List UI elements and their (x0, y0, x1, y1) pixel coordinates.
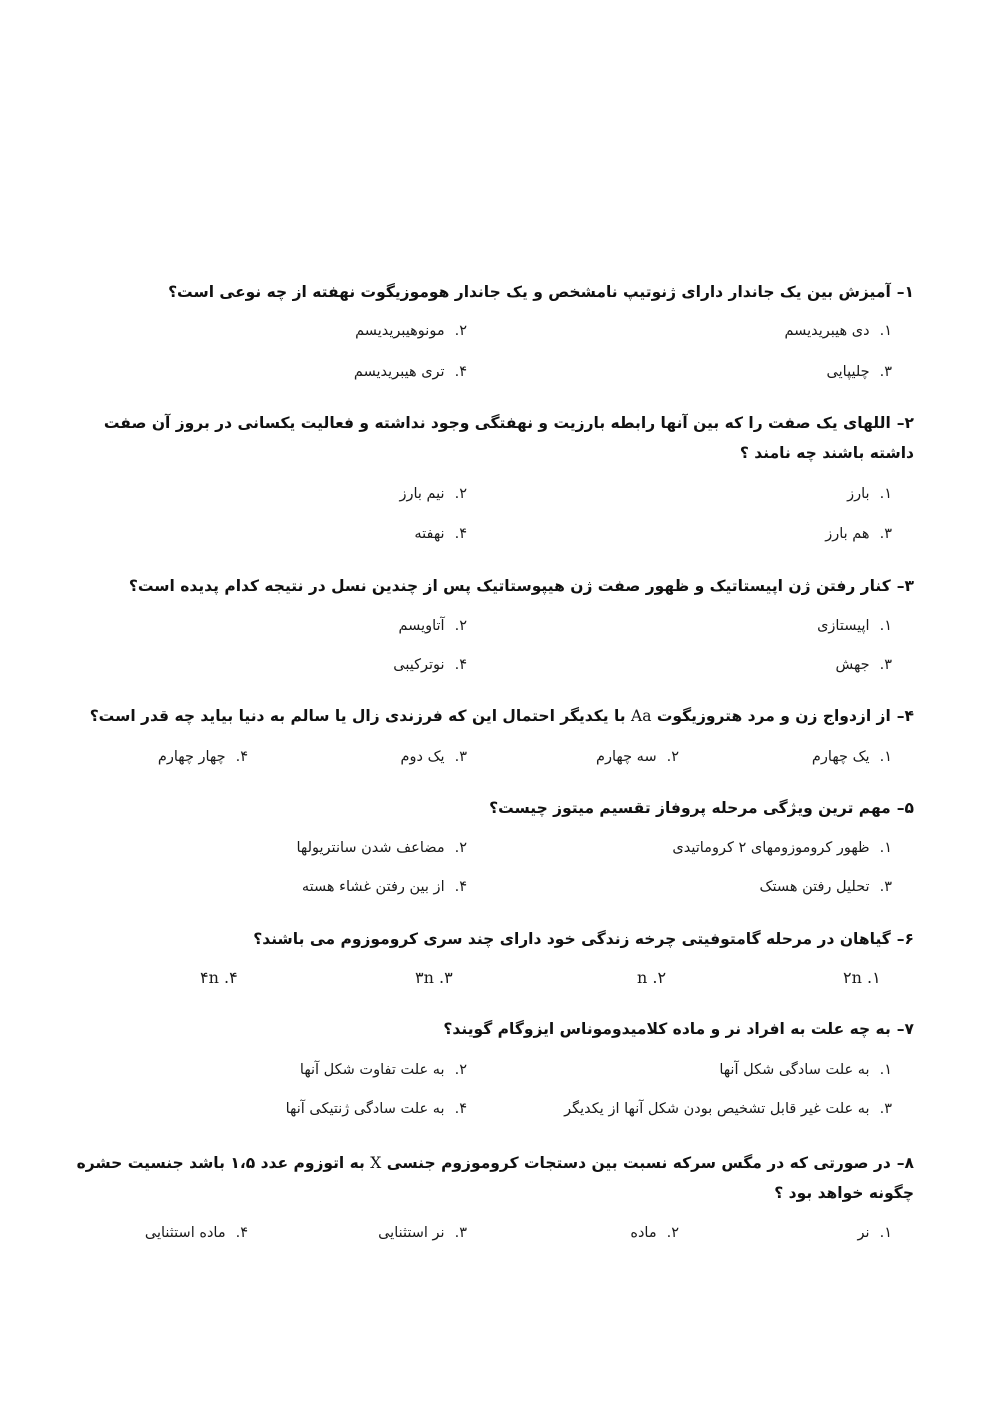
option-8-1[interactable]: ۱.نر (857, 1225, 892, 1241)
question-2-title (72, 408, 914, 468)
question-text: مهم ترین ویژگی مرحله پروفاز تقسیم میتوز چیست؟ (489, 799, 891, 817)
question-8-title: ۸–در صورتی که در مگس سرکه نسبت بین دستجات کروموزوم جنسی X به اتوزوم عدد ۱،۵ باشد جنسیت حشره چگونه خواهد بود ؟ (72, 1148, 914, 1208)
question-text: اللهای یک صفت را که بین آنها رابطه بارزیت و نهفتگی وجود نداشته و فعالیت یکسانی در بروز آن صفت داشته باشند چه نامند ؟ (103, 414, 914, 462)
option-7-2[interactable]: ۲.به علت تفاوت شکل آنها (299, 1062, 467, 1078)
option-1-1[interactable]: ۱.دی هیبریدیسم (784, 323, 892, 339)
option-5-4[interactable]: ۴.از بین رفتن غشاء هسته (301, 879, 467, 895)
question-text: کنار رفتن ژن اپیستاتیک و ظهور صفت ژن هیپوستاتیک پس از چندین نسل در نتیجه کدام پدیده است؟ (128, 577, 891, 595)
question-text: به چه علت به افراد نر و ماده کلامیدوموناس ایزوگام گویند؟ (443, 1020, 891, 1038)
question-number: ۲– (896, 414, 914, 432)
option-8-4[interactable]: ۴.ماده استثنایی (144, 1225, 248, 1241)
option-1-3[interactable]: ۳.چلیپایی (826, 364, 892, 380)
question-text: گیاهان در مرحله گامتوفیتی چرخه زندگی خود دارای چند سری کروموزوم می باشند؟ (253, 930, 891, 948)
question-4-title: ۴–از ازدواج زن و مرد هتروزیگوت Aa با یکدیگر احتمال این که فرزندی زال یا سالم به دنیا بیاید چه قدر است؟ (90, 701, 914, 731)
question-number: ۷– (896, 1020, 914, 1038)
option-2-2[interactable]: ۲.نیم بارز (399, 486, 467, 502)
option-4-1[interactable]: ۱.یک چهارم (811, 749, 892, 765)
option-6-1[interactable]: ۲n .۱ (843, 968, 881, 987)
option-6-4[interactable]: ۴n .۴ (200, 968, 238, 987)
question-1-title (168, 277, 914, 307)
option-2-1[interactable]: ۱.بارز (847, 486, 892, 502)
question-text: آمیزش بین یک جاندار دارای ژنوتیپ نامشخص و یک جاندار هوموزیگوت نهفته از چه نوعی است؟ (168, 283, 891, 301)
question-number: ۴– (896, 707, 914, 725)
option-5-2[interactable]: ۲.مضاعف شدن سانتریولها (296, 840, 467, 856)
option-4-3[interactable]: ۳.یک دوم (400, 749, 467, 765)
option-5-1[interactable]: ۱.ظهور کروموزومهای ۲ کروماتیدی (672, 840, 892, 856)
option-5-3[interactable]: ۳.تحلیل رفتن هستک (759, 879, 892, 895)
option-4-2[interactable]: ۲.سه چهارم (596, 749, 679, 765)
option-7-3[interactable]: ۳.به علت غیر قابل تشخیص بودن شکل آنها از یکدیگر (564, 1101, 892, 1117)
option-7-1[interactable]: ۱.به علت سادگی شکل آنها (719, 1062, 892, 1078)
question-number: ۵– (896, 799, 914, 817)
option-3-1[interactable]: ۱.اپیستازی (817, 618, 892, 634)
option-3-2[interactable]: ۲.آتاویسم (398, 618, 467, 634)
option-4-4[interactable]: ۴.چهار چهارم (157, 749, 248, 765)
option-1-4[interactable]: ۴.تری هیبریدیسم (353, 364, 467, 380)
option-6-2[interactable]: n .۲ (637, 968, 667, 987)
option-8-2[interactable]: ۲.ماده (630, 1225, 679, 1241)
genotype-label: Aa (631, 707, 652, 725)
option-6-3[interactable]: ۳n .۳ (415, 968, 453, 987)
question-6-title (253, 924, 914, 954)
question-number: ۸– (896, 1154, 914, 1172)
question-7-title (443, 1014, 914, 1044)
option-3-3[interactable]: ۳.جهش (835, 657, 892, 673)
option-1-2[interactable]: ۲.مونوهیبریدیسم (355, 323, 467, 339)
question-number: ۳– (896, 577, 914, 595)
option-3-4[interactable]: ۴.نوترکیبی (393, 657, 467, 673)
option-7-4[interactable]: ۴.به علت سادگی ژنتیکی آنها (285, 1101, 467, 1117)
question-5-title (489, 793, 914, 823)
chromosome-label: X (370, 1154, 382, 1172)
question-number: ۱– (896, 283, 914, 301)
question-3-title (129, 571, 914, 601)
question-number: ۶– (896, 930, 914, 948)
option-2-4[interactable]: ۴.نهفته (414, 526, 467, 542)
option-8-3[interactable]: ۳.نر استثنایی (378, 1225, 467, 1241)
option-2-3[interactable]: ۳.هم بارز (825, 526, 892, 542)
